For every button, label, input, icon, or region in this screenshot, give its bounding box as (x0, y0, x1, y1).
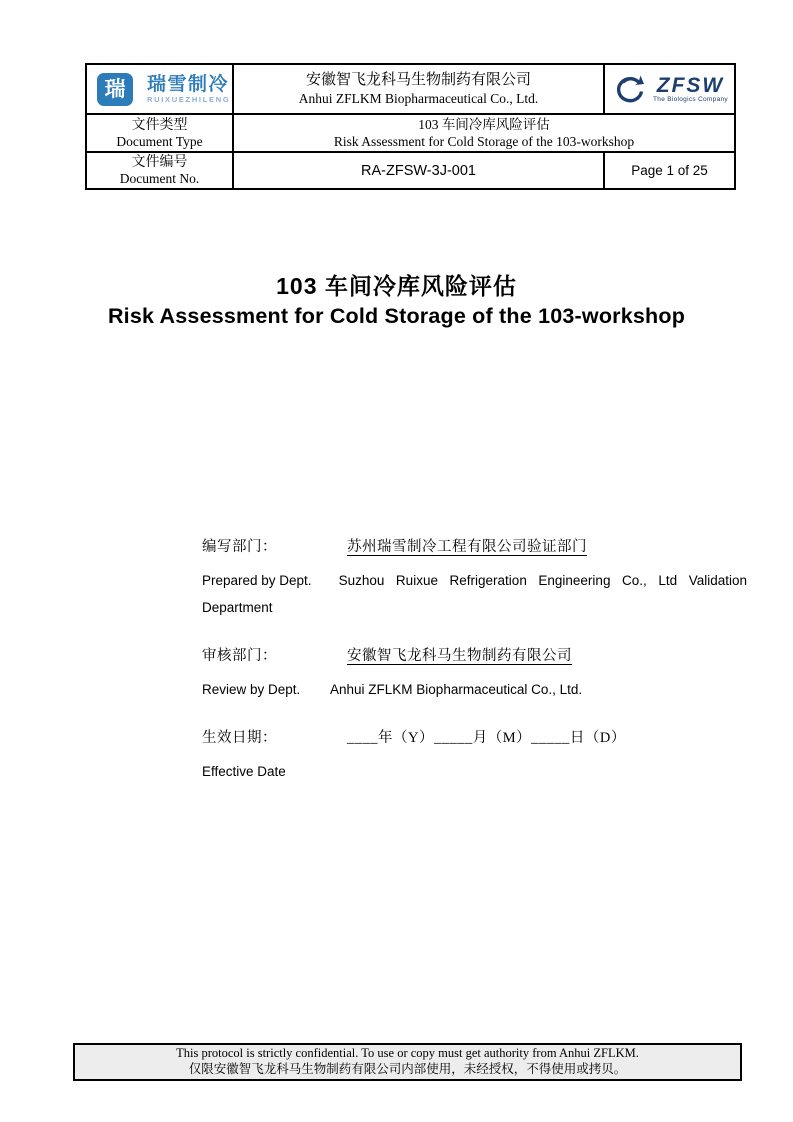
review-by-label-en: Review by Dept. (202, 682, 301, 697)
company-name-cn: 安徽智飞龙科马生物制药有限公司 (305, 72, 531, 88)
doc-no-label-cn: 文件编号 (131, 155, 188, 170)
review-by-row-cn (202, 647, 747, 666)
prepared-by-section (202, 538, 747, 621)
review-by-section (202, 647, 747, 703)
zfsw-tagline: The Biologics Company (653, 95, 728, 103)
document-header-table (85, 63, 736, 190)
review-by-value-cn: 安徽智飞龙科马生物制药有限公司 (347, 648, 572, 664)
doc-no-label-en: Document No. (119, 171, 200, 186)
prepared-by-label-cn: 编写部门： (202, 539, 277, 555)
ruixue-logo-cell (86, 64, 233, 114)
page-number: Page 1 of 25 (604, 152, 735, 189)
review-by-label-cn: 审核部门： (202, 648, 277, 664)
effective-date-label-cn: 生效日期： (202, 730, 277, 746)
effective-date-blanks: ____年（Y）_____月（M）_____日（D） (347, 730, 626, 746)
ruixue-logo-name: 瑞雪制冷 (147, 73, 230, 95)
document-title-en: Risk Assessment for Cold Storage of the 103-workshop (107, 304, 686, 328)
document-title-block (0, 271, 793, 331)
document-title-cn: 103 车间冷库风险评估 (276, 273, 517, 299)
ruixue-logo-pinyin: RUIXUEZHILENG (147, 94, 231, 104)
zfsw-swoosh-icon (611, 73, 648, 105)
prepared-by-value-cn: 苏州瑞雪制冷工程有限公司验证部门 (347, 539, 587, 555)
effective-date-row-cn (202, 729, 747, 748)
ruixue-logo-text (147, 75, 230, 104)
doc-type-value-en: Risk Assessment for Cold Storage of the 103-workshop (333, 134, 635, 149)
doc-no-label-cell (86, 152, 233, 189)
ruixue-logo (89, 73, 230, 106)
confidentiality-notice (73, 1043, 742, 1081)
effective-date-section (202, 729, 747, 785)
doc-type-value-cn: 103 车间冷库风险评估 (418, 117, 550, 132)
zfsw-logo (607, 73, 732, 105)
company-name-en: Anhui ZFLKM Biopharmaceutical Co., Ltd. (298, 91, 539, 106)
prepared-by-row-cn (202, 538, 747, 557)
doc-type-label-cell (86, 114, 233, 152)
review-by-value-en: Anhui ZFLKM Biopharmaceutical Co., Ltd. (330, 682, 583, 697)
prepared-by-label-en: Prepared by Dept. (202, 573, 312, 588)
confidentiality-line-en: This protocol is strictly confidential. To use or copy must get authority from Anhui ZFLKM. (176, 1046, 639, 1060)
zfsw-wordmark: ZFSW (656, 73, 725, 97)
confidentiality-line-cn: 仅限安徽智飞龙科马生物制药有限公司内部使用，未经授权，不得使用或拷贝。 (188, 1062, 627, 1076)
doc-type-label-en: Document Type (116, 133, 203, 149)
ruixue-seal-icon: 瑞 (97, 73, 133, 106)
zfsw-logo-cell (604, 64, 735, 114)
signoff-sections (202, 538, 747, 811)
review-by-row-en (202, 676, 747, 703)
effective-date-label-en: Effective Date (202, 764, 286, 779)
doc-type-value-cell (233, 114, 735, 152)
doc-type-label-cn: 文件类型 (131, 117, 188, 133)
prepared-by-row-en (202, 567, 747, 621)
prepared-by-value-en: Suzhou Ruixue Refrigeration Engineering Co., Ltd Validation Department (202, 573, 747, 615)
company-name-cell (233, 64, 604, 114)
zfsw-logo-text (653, 75, 728, 104)
doc-no-value: RA-ZFSW-3J-001 (233, 152, 604, 189)
